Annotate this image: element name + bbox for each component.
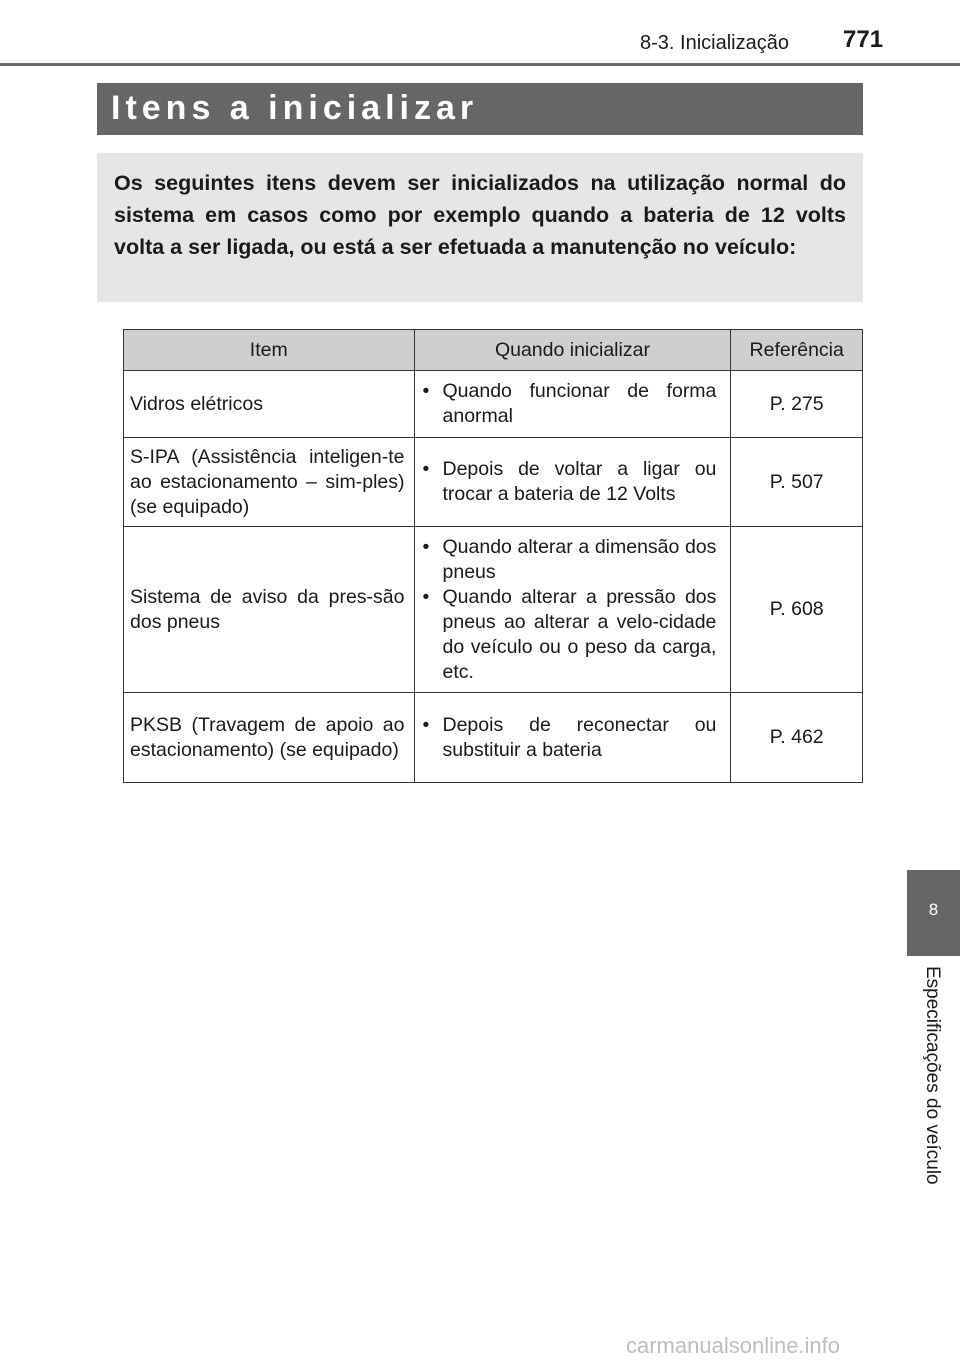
bullet-icon: • [422,535,430,558]
when-cell [414,693,731,783]
table-row [124,371,863,438]
when-cell [414,527,731,693]
chapter-label: Especificações do veículo [922,966,943,1185]
intro-box [97,153,863,302]
bullet-icon: • [422,380,430,402]
when-cell [414,438,731,527]
condition-text: Depois de voltar a ligar ou trocar a bateria de 12 Volts [442,458,717,505]
item-cell: Sistema de aviso da pres-são dos pneus [124,527,415,693]
bullet-icon: • [422,585,430,608]
list-item [423,585,717,685]
page-reference: P. 608 [731,527,863,693]
list-item [423,457,717,507]
column-header-when: Quando inicializar [414,330,731,371]
table-row [124,693,863,783]
section-title-bar [97,83,863,135]
bullet-icon: • [422,458,430,480]
section-title: Itens a inicializar [111,89,479,127]
chapter-number: 8 [928,900,939,919]
chapter-tab [907,870,960,956]
page-reference: P. 462 [731,693,863,783]
condition-text: Quando funcionar de forma anormal [442,380,717,427]
initialization-table [123,329,863,783]
section-label: 8-3. Inicialização [640,32,789,54]
item-cell: S-IPA (Assistência inteligen-te ao estacionamento – sim-ples) (se equipado) [124,438,415,527]
page-reference: P. 275 [731,371,863,438]
intro-text: Os seguintes itens devem ser inicializados na utilização normal do sistema em casos como por exemplo quando a bateria de 12 volts volta a ser ligada, ou está a ser efetuada a manutenção no veículo: [114,171,846,259]
item-cell: Vidros elétricos [124,371,415,438]
column-header-reference: Referência [731,330,863,371]
condition-text: Quando alterar a dimensão dos pneus [442,535,717,583]
list-item [423,713,717,763]
list-item [423,379,717,429]
table-header-row [124,330,863,371]
page-header [0,0,960,68]
table-row [124,527,863,693]
list-item [423,535,717,585]
condition-text: Quando alterar a pressão dos pneus ao alterar a velo-cidade do veículo ou o peso da carga, etc. [442,585,717,683]
bullet-icon: • [422,713,430,736]
watermark: carmanualsonline.info [626,1333,841,1358]
condition-text: Depois de reconectar ou substituir a bateria [442,713,717,761]
page-number: 771 [843,26,884,53]
item-cell: PKSB (Travagem de apoio ao estacionamento) (se equipado) [124,693,415,783]
column-header-item: Item [124,330,415,371]
when-cell [414,371,731,438]
table-row [124,438,863,527]
page-reference: P. 507 [731,438,863,527]
header-divider [0,63,960,66]
